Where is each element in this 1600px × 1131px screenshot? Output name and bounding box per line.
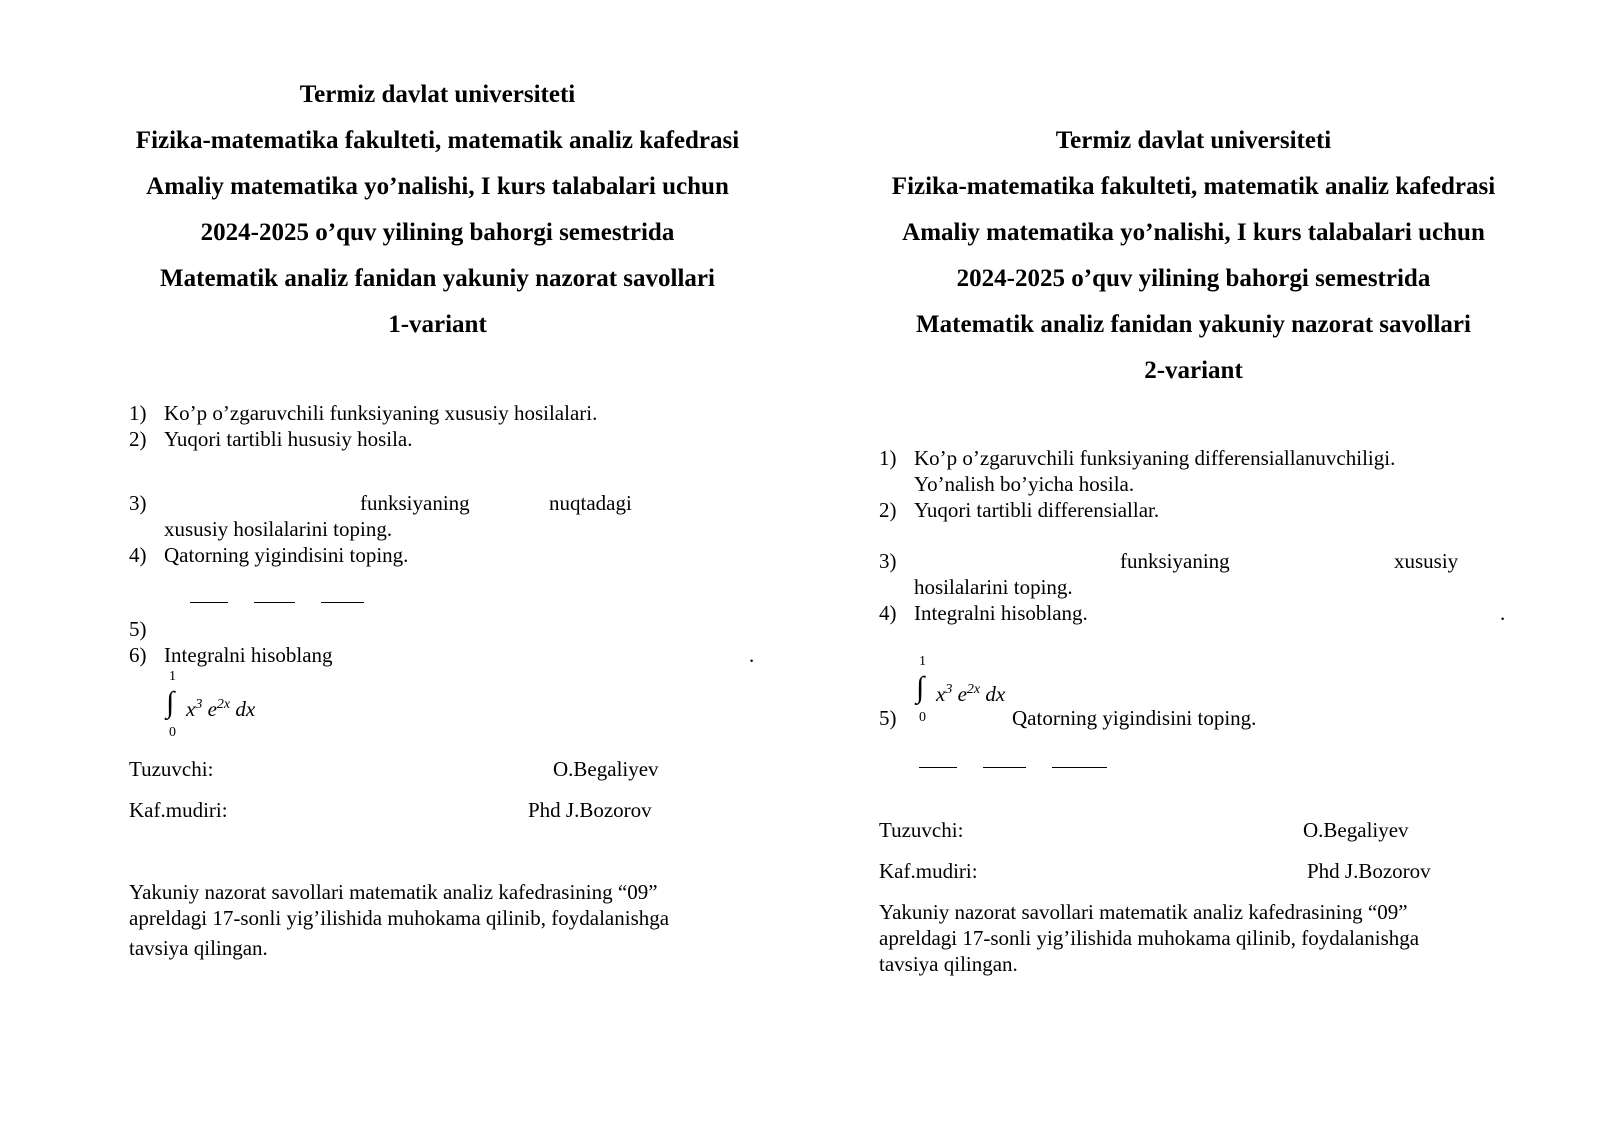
variant-2-page xyxy=(800,0,1600,1131)
fraction-line xyxy=(1052,767,1107,768)
integrand-x-exponent: 3 xyxy=(945,682,953,697)
integral-upper-limit: 1 xyxy=(169,669,176,684)
question-4-number: 4) xyxy=(129,543,147,567)
variant-2-header xyxy=(800,118,1587,394)
integrand-x: x xyxy=(936,682,946,706)
integrand-e: e xyxy=(207,697,217,721)
approval-note-line-2: apreldagi 17-sonli yig’ilishida muhokama qilinib, foydalanishga xyxy=(129,906,670,930)
semester-title: 2024-2025 o’quv yilining bahorgi semestrida xyxy=(200,219,675,246)
question-3-word-point: nuqtadagi xyxy=(549,491,632,515)
program-title: Amaliy matematika yo’nalishi, I kurs talabalari uchun xyxy=(902,219,1485,246)
question-5-number: 5) xyxy=(129,617,147,641)
integral-lower-limit: 0 xyxy=(169,725,176,740)
integral-lower-limit: 0 xyxy=(919,710,926,725)
integral-sign-icon: ∫ xyxy=(166,686,175,719)
question-3-number: 3) xyxy=(129,491,147,515)
question-1-number: 1) xyxy=(879,446,897,470)
integrand-e-exponent: 2x xyxy=(966,682,981,697)
integrand xyxy=(186,692,255,722)
integrand-e-exponent: 2x xyxy=(216,697,231,712)
head-label: Kaf.mudiri: xyxy=(879,859,978,883)
fraction-line xyxy=(254,602,295,603)
head-label: Kaf.mudiri: xyxy=(129,798,228,822)
integrand-x: x xyxy=(186,697,196,721)
question-1-text: Ko’p o’zgaruvchili funksiyaning differensiallanuvchiligi. xyxy=(914,446,1396,470)
semester-title: 2024-2025 o’quv yilining bahorgi semestrida xyxy=(956,265,1431,292)
question-4-text: Qatorning yigindisini toping. xyxy=(164,543,409,567)
question-1-text-line2: Yo’nalish bo’yicha hosila. xyxy=(914,472,1135,496)
compiler-name: O.Begaliyev xyxy=(553,757,659,781)
integrand-x-exponent: 3 xyxy=(195,697,203,712)
question-6-text: Integralni hisoblang xyxy=(164,643,333,667)
approval-note-line-3: tavsiya qilingan. xyxy=(129,936,268,960)
compiler-label: Tuzuvchi: xyxy=(879,818,964,842)
approval-note-line-1: Yakuniy nazorat savollari matematik analiz kafedrasining “09” xyxy=(879,900,1408,924)
fraction-line xyxy=(983,767,1026,768)
faculty-title: Fizika-matematika fakulteti, matematik analiz kafedrasi xyxy=(135,127,740,154)
approval-note-line-1: Yakuniy nazorat savollari matematik analiz kafedrasining “09” xyxy=(129,880,658,904)
compiler-name: O.Begaliyev xyxy=(1303,818,1409,842)
variant-title: 2-variant xyxy=(1144,357,1243,384)
integral-sign-icon: ∫ xyxy=(916,671,925,704)
question-3-word-function: funksiyaning xyxy=(360,491,470,515)
question-4-text: Integralni hisoblang. xyxy=(914,601,1088,625)
faculty-title: Fizika-matematika fakulteti, matematik analiz kafedrasi xyxy=(891,173,1496,200)
head-name: Phd J.Bozorov xyxy=(528,798,652,822)
integral-upper-limit: 1 xyxy=(919,654,926,669)
question-4-number: 4) xyxy=(879,601,897,625)
program-title: Amaliy matematika yo’nalishi, I kurs talabalari uchun xyxy=(146,173,729,200)
question-2-text: Yuqori tartibli differensiallar. xyxy=(914,498,1160,522)
question-2-text: Yuqori tartibli hususiy hosila. xyxy=(164,427,413,451)
question-2-number: 2) xyxy=(129,427,147,451)
integrand-e: e xyxy=(957,682,967,706)
question-3-word-partial: xususiy xyxy=(1394,549,1459,573)
integrand-dx: dx xyxy=(235,697,256,721)
variant-title: 1-variant xyxy=(388,311,487,338)
exam-title: Matematik analiz fanidan yakuniy nazorat savollari xyxy=(160,265,715,292)
integrand-dx: dx xyxy=(985,682,1006,706)
approval-note-line-2: apreldagi 17-sonli yig’ilishida muhokama qilinib, foydalanishga xyxy=(879,926,1420,950)
integrand xyxy=(936,677,1005,707)
fraction-line xyxy=(919,767,957,768)
question-5-text: Qatorning yigindisini toping. xyxy=(1012,706,1257,730)
variant-1-header xyxy=(30,72,845,348)
question-3-text-line2: xususiy hosilalarini toping. xyxy=(164,517,393,541)
fraction-line xyxy=(190,602,228,603)
question-4-dot: . xyxy=(1500,601,1506,625)
approval-note-line-3: tavsiya qilingan. xyxy=(879,952,1018,976)
exam-title: Matematik analiz fanidan yakuniy nazorat savollari xyxy=(916,311,1471,338)
university-title: Termiz davlat universiteti xyxy=(1055,127,1332,154)
question-2-number: 2) xyxy=(879,498,897,522)
question-3-text-line2: hosilalarini toping. xyxy=(914,575,1073,599)
question-3-number: 3) xyxy=(879,549,897,573)
question-1-number: 1) xyxy=(129,401,147,425)
question-6-number: 6) xyxy=(129,643,147,667)
compiler-label: Tuzuvchi: xyxy=(129,757,214,781)
head-name: Phd J.Bozorov xyxy=(1307,859,1431,883)
question-6-dot: . xyxy=(749,643,755,667)
question-1-text: Ko’p o’zgaruvchili funksiyaning xususiy hosilalari. xyxy=(164,401,598,425)
fraction-line xyxy=(321,602,364,603)
question-3-word-function: funksiyaning xyxy=(1120,549,1230,573)
question-5-number: 5) xyxy=(879,706,897,730)
university-title: Termiz davlat universiteti xyxy=(299,81,576,108)
